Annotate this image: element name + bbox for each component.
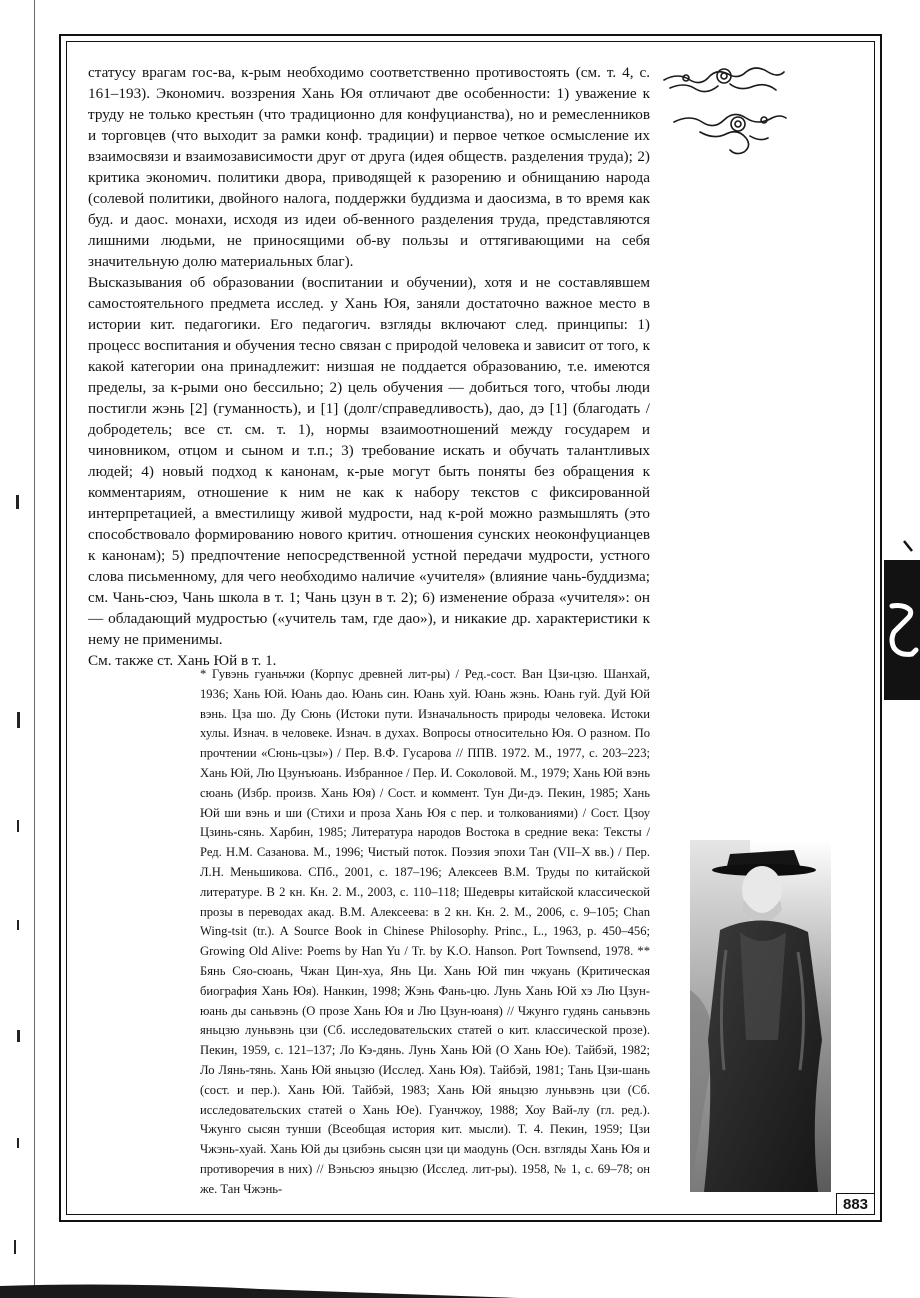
bibliography bbox=[200, 665, 650, 1200]
chinese-radical-glyph-icon bbox=[884, 596, 920, 666]
article-paragraph-2: Высказывания об образовании (воспитании и обучении), хотя и не составлявшем самостоятельного предмета исслед. у Хань Юя, заняли достаточно важное место в истории кит. педагогики. Его педагогич. взгляды включают след. принципы: 1) процесс воспитания и обучения тесно связан с природой человека и зависит от того, к какой категории она принадлежит: низшая не поддается образованию, т.е. имеются пределы, за к-рыми оно бессильно; 2) цель обучения — добиться того, чтобы люди постигли жэнь [2] (гуманность), и [1] (долг/справедливость), дао, дэ [1] (благодать / добродетель; все ст. см. т. 1), нормы взаимоотношений между государем и чиновником, отцом и сыном и т.п.; 3) требование искать и обучать талантливых людей; 4) новый подход к канонам, к-рые могут быть поняты без обращения к комментариям, отношение к ним не как к набору текстов с фиксированной интерпретацией, а вместилищу живой мудрости, над к-рой можно размышлять (это способствовало формированию нового критич. отношения сунских неоконфуцианцев к канонам); 5) предпочтение непосредственной устной передачи мудрости, устного слова письменному, для чего необходимо наличие «учителя» (влияние чань-буддизма; см. Чань-сюэ, Чань школа в т. 1; Чань цзун в т. 2); 6) изменение образа «учителя»: он — обладающий мудростью («учитель там, где дао»), и никакие др. характеристики к нему не применимы. bbox=[88, 274, 650, 648]
scan-mark bbox=[17, 1138, 19, 1148]
see-also-line: См. также ст. Хань Юй в т. 1. bbox=[88, 652, 277, 669]
bibliography-text: * Гувэнь гуаньчжи (Корпус древней лит-ры) / Ред.-сост. Ван Цзи-цзю. Шанхай, 1936; Хань Юй. Юань дао. Юань син. Юань хуй. Юань жэнь. Юань гуй. Дуй Юй вэнь. Цза шо. Ду Сюнь (Истоки пути. Изначальность природы человека. Истоки хулы. Изнач. в человеке. Изнач. в духах. Вопросы относительно Юя. О разном. По прочтении «Сюнь-цзы») / Пер. В.Ф. Гусарова // ППВ. 1972. М., 1977, с. 203–223; Хань Юй, Лю Цзунъюань. Избранное / Пер. И. Соколовой. М., 1979; Хань Юй вэнь сюань (Избр. произв. Хань Юя) / Сост. и коммент. Тун Ди-дэ. Пекин, 1985; Хань Юй ши вэнь и ши (Стихи и проза Хань Юя с пер. и толкованиями) / Сост. Цзоу Цзинь-сянь. Харбин, 1985; Литература народов Востока в средние века: Тексты / Ред. Н.М. Сазанова. М., 1996; Чистый поток. Поэзия эпохи Тан (VII–X вв.) / Пер. Л.Н. Меньшикова. СПб., 2001, с. 187–196; Алексеев В.М. Труды по китайской литературе. В 2 кн. Кн. 2. М., 2003, с. 110–118; Шедевры китайской классической прозы в переводах акад. В.М. Алексеева: в 2 кн. Кн. 2. М., 2006, с. 9–105; Chan Wing-tsit (tr.). A Source Book in Chinese Philosophy. Princ., L., 1963, p. 450–456; Growing Old Alive: Poems by Han Yu / Tr. by K.O. Hanson. Port Townsend, 1978. ** Бянь Сяо-сюань, Чжан Цин-хуа, Янь Ци. Хань Юй пин чжуань (Критическая биография Хань Юя). Нанкин, 1998; Жэнь Фань-цю. Лунь Хань Юй хэ Лю Цзун-юань ды саньвэнь (О прозе Хань Юя и Лю Цзун-юаня) // Чжунго гудянь саньвэнь яньцзю луньвэнь цзи (Сб. исследовательских статей о кит. классической прозе). Пекин, 1959, с. 121–137; Ло Кэ-дянь. Лунь Хань Юй (О Хань Юе). Тайбэй, 1982; Ло Лянь-тянь. Хань Юй яньцзю (Исслед. Хань Юя). Тайбэй, 1981; Тань Цзи-шань (сост. и пер.). Хань Юй. Тайбэй, 1983; Хань Юй яньцзю луньвэнь цзи (Сб. исследовательских статей о Хань Юе). Гуанчжоу, 1988; Хоу Вай-лу (гл. ред.). Чжунго сысян тунши (Всеобщая история кит. мысли). Т. 4. Пекин, 1959; Цзи Чжэнь-хуай. Хань Юй ды цзибэнь сысян цзи ци маодунь (Осн. взгляды Хань Юя и противоречия в них) // Вэньсюэ яньцзю (Исслед. лит-ры). 1958, № 1, с. 69–78; он же. Тан Чжэнь- bbox=[200, 667, 650, 1196]
scan-mark bbox=[17, 820, 19, 832]
scan-mark bbox=[14, 1240, 16, 1254]
tab-tick-mark bbox=[903, 540, 913, 552]
scan-mark bbox=[16, 495, 19, 509]
article-paragraph-1: статусу врагам гос-ва, к-рым необходимо соответственно противостоять (см. т. 4, с. 161–193). Экономич. воззрения Хань Юя отличают две особенности: 1) уважение к труду не только крестьян (что традиционно для конфуцианства), но и ремесленников и торговцев (что выходит за рамки конф. традиции) и первое четкое осмысление их взаимосвязи и взаимозависимости друг от друга (идея обществ. разделения труда); 2) критика экономич. политики двора, приводящей к разорению и обнищанию народа (солевой политики, двойного налога, поддержки буддизма и даосизма, в то время как буд. и даос. монахи, исходя из идеи об-венного разделения труда, представляются лишними людьми, не приносящими об-ву пользы и оттягивающими на себя значительную долю материальных благ). bbox=[88, 64, 650, 270]
scan-left-edge bbox=[34, 0, 35, 1298]
portrait-photo bbox=[690, 840, 831, 1192]
page-number: 883 bbox=[842, 1196, 869, 1213]
scan-mark bbox=[17, 1030, 20, 1042]
scan-mark bbox=[17, 920, 19, 930]
scan-bottom-shadow bbox=[0, 1280, 520, 1298]
cloud-ornament-icon bbox=[660, 58, 788, 158]
article-body bbox=[88, 62, 650, 671]
scan-mark bbox=[17, 712, 20, 728]
